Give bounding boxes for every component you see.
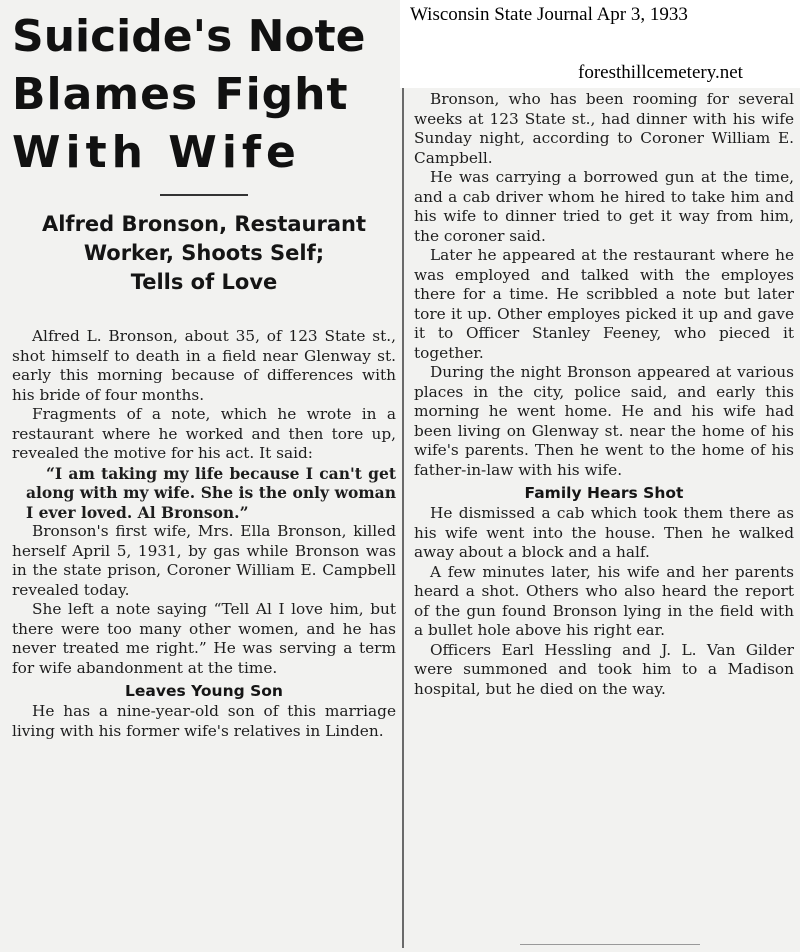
left-article-body <box>12 327 396 741</box>
headline-line-3: With Wife <box>12 127 301 178</box>
paragraph: She left a note saying “Tell Al I love him, but there were too many other women, and he has never treated me right.” He was serving a term for wife abandonment at the time. <box>12 600 396 677</box>
paragraph: He has a nine-year-old son of this marriage living with his former wife's relatives in Linden. <box>12 702 396 740</box>
headline <box>12 8 396 182</box>
paragraph: He dismissed a cab which took them there as his wife went into the house. Then he walked away about a block and a half. <box>414 504 794 561</box>
subhead-family-hears-shot: Family Hears Shot <box>524 484 684 502</box>
source-caption: Wisconsin State Journal Apr 3, 1933 <box>410 4 688 25</box>
headline-line-1: Suicide's Note <box>12 11 366 62</box>
website-caption: foresthillcemetery.net <box>578 62 743 83</box>
paragraph: During the night Bronson appeared at various places in the city, police said, and early this morning he went home. He and his wife had been living on Glenway st. near the home of his wife's parents. Then he went to the home of his father-in-law with his wife. <box>414 363 794 479</box>
deck-line-3: Tells of Love <box>130 270 278 294</box>
paragraph: Later he appeared at the restaurant where he was employed and talked with the employes there for a time. He scribbled a note but later tore it up. Other employes picked it up and gave it to Officer Stanley Feeney, who pieced it together. <box>414 246 794 362</box>
deck-line-1: Alfred Bronson, Restaurant <box>41 212 367 236</box>
column-divider <box>402 88 404 948</box>
subhead-leaves-young-son: Leaves Young Son <box>125 682 283 700</box>
left-column <box>12 8 396 741</box>
paragraph: Fragments of a note, which he wrote in a restaurant where he worked and then tore up, revealed the motive for his act. It said: <box>12 405 396 462</box>
paragraph: He was carrying a borrowed gun at the time, and a cab driver whom he hired to take him and his wife to dinner tried to get it way from him, the coroner said. <box>414 168 794 245</box>
paragraph: Officers Earl Hessling and J. L. Van Gilder were summoned and took him to a Madison hospital, but he died on the way. <box>414 640 794 698</box>
paragraph: Alfred L. Bronson, about 35, of 123 State st., shot himself to death in a field near Glenway st. early this morning because of differences with his bride of four months. <box>12 327 396 404</box>
deck-headline <box>12 210 396 297</box>
note-quote: “I am taking my life because I can't get along with my wife. She is the only woman I ever loved. Al Bronson.” <box>26 463 396 522</box>
headline-rule <box>160 194 248 196</box>
right-article-body <box>414 90 794 699</box>
end-rule <box>520 944 700 945</box>
paragraph: A few minutes later, his wife and her parents heard a shot. Others who also heard the report of the gun found Bronson lying in the field with a bullet hole above his right ear. <box>414 562 794 639</box>
deck-line-2: Worker, Shoots Self; <box>83 241 325 265</box>
paragraph: Bronson, who has been rooming for several weeks at 123 State st., had dinner with his wife Sunday night, according to Coroner William E. Campbell. <box>414 90 794 167</box>
right-column <box>414 90 794 699</box>
paragraph: Bronson's first wife, Mrs. Ella Bronson, killed herself April 5, 1931, by gas while Bronson was in the state prison, Coroner William E. Campbell revealed today. <box>12 522 396 599</box>
headline-line-2: Blames Fight <box>12 69 349 120</box>
